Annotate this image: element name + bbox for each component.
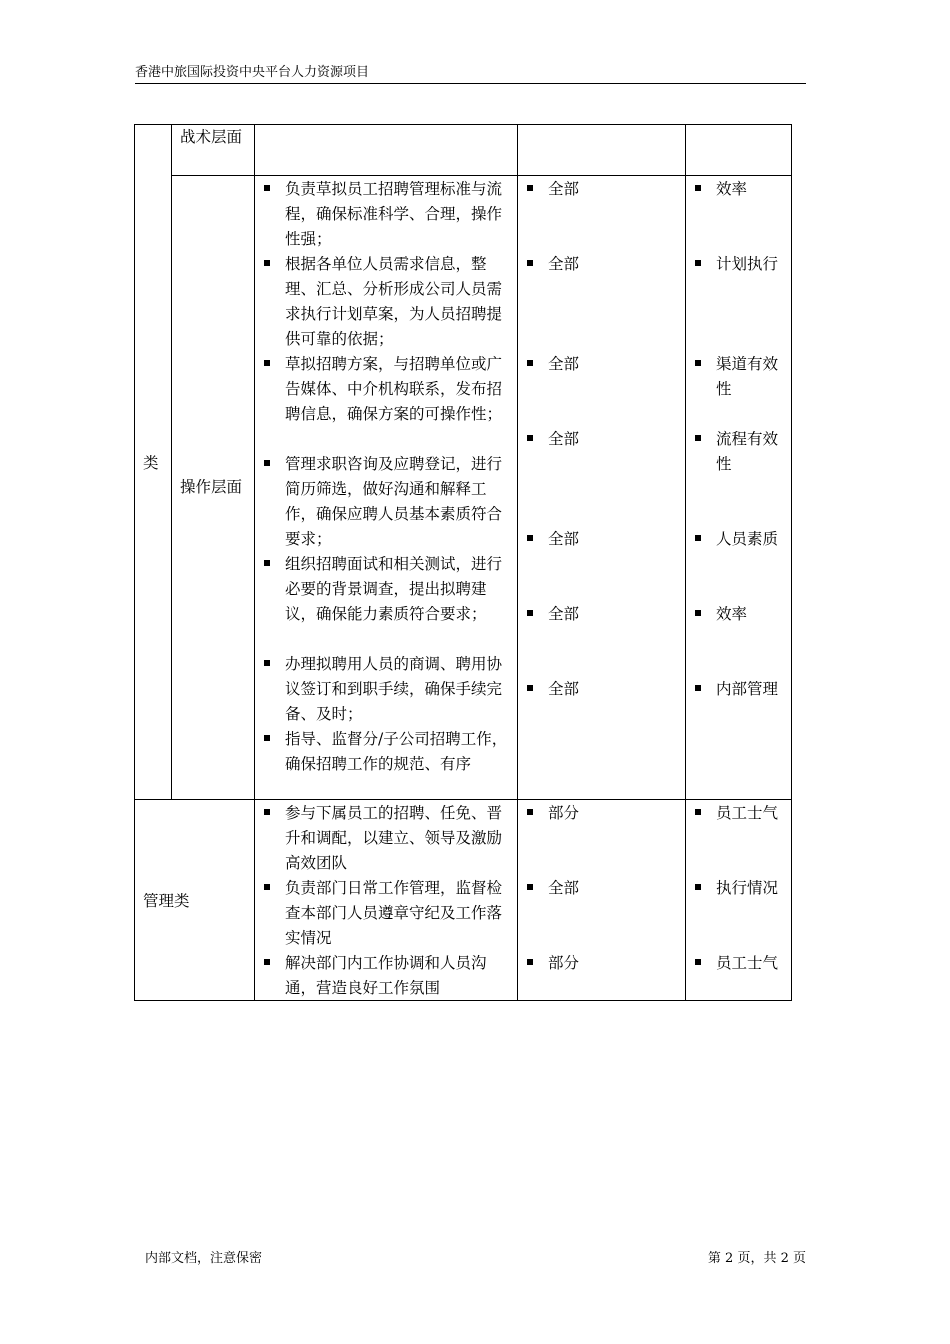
bullet-square-icon: [527, 360, 533, 366]
category-cell: [135, 125, 172, 800]
duty-table: [134, 124, 792, 1001]
category-label: 类: [143, 454, 159, 472]
list-item: 员工士气: [686, 801, 791, 826]
bullet-square-icon: [695, 535, 701, 541]
list-item: 全部: [518, 677, 685, 702]
operational-level-label: 操作层面: [180, 478, 243, 496]
bullet-square-icon: [695, 884, 701, 890]
bullet-square-icon: [695, 610, 701, 616]
footer-confidential-note: 内部文档，注意保密: [145, 1251, 263, 1266]
bullet-square-icon: [264, 884, 270, 890]
list-item: 部分: [518, 801, 685, 826]
bullet-square-icon: [527, 959, 533, 965]
list-item: 解决部门内工作协调和人员沟通，营造良好工作氛围: [255, 951, 517, 1001]
bullet-square-icon: [695, 685, 701, 691]
bullet-square-icon: [527, 185, 533, 191]
bullet-square-icon: [264, 809, 270, 815]
bullet-square-icon: [695, 435, 701, 441]
bullet-square-icon: [264, 959, 270, 965]
list-item: 参与下属员工的招聘、任免、晋升和调配，以建立、领导及激励高效团队: [255, 801, 517, 876]
tactical-row: [135, 125, 792, 176]
management-kpi-cell: [686, 800, 792, 1001]
list-item: 部分: [518, 951, 685, 976]
bullet-square-icon: [527, 260, 533, 266]
bullet-square-icon: [264, 735, 270, 741]
list-item: 执行情况: [686, 876, 791, 901]
tactical-scope-cell: [518, 125, 686, 176]
bullet-square-icon: [527, 535, 533, 541]
tactical-level-label: 战术层面: [180, 128, 243, 146]
operational-row: [135, 176, 792, 800]
list-item: 人员素质: [686, 527, 791, 552]
operational-scope-cell: [518, 176, 686, 800]
list-item: 负责草拟员工招聘管理标准与流程，确保标准科学、合理，操作性强；: [255, 177, 517, 252]
bullet-square-icon: [695, 809, 701, 815]
bullet-square-icon: [264, 260, 270, 266]
footer-page-number: 第 2 页，共 2 页: [707, 1251, 806, 1266]
list-item: 流程有效性: [686, 427, 791, 477]
list-item: 全部: [518, 602, 685, 627]
bullet-square-icon: [527, 884, 533, 890]
bullet-square-icon: [527, 435, 533, 441]
bullet-square-icon: [527, 809, 533, 815]
bullet-square-icon: [695, 260, 701, 266]
bullet-square-icon: [527, 610, 533, 616]
list-item: 草拟招聘方案，与招聘单位或广告媒体、中介机构联系，发布招聘信息，确保方案的可操作性；: [255, 352, 517, 427]
management-row: [135, 800, 792, 1001]
list-item: 渠道有效性: [686, 352, 791, 402]
list-item: 计划执行: [686, 252, 791, 277]
operational-kpi-cell: [686, 176, 792, 800]
bullet-square-icon: [264, 460, 270, 466]
management-category-label: 管理类: [143, 892, 190, 910]
list-item: 全部: [518, 177, 685, 202]
list-item: 效率: [686, 177, 791, 202]
list-item: 全部: [518, 527, 685, 552]
tactical-kpi-cell: [686, 125, 792, 176]
header-divider: [135, 83, 806, 84]
operational-duty-cell: [255, 176, 518, 800]
list-item: 管理求职咨询及应聘登记，进行简历筛选，做好沟通和解释工作，确保应聘人员基本素质符合要求；: [255, 452, 517, 552]
page-header-title: 香港中旅国际投资中央平台人力资源项目: [135, 65, 370, 80]
bullet-square-icon: [527, 685, 533, 691]
list-item: 指导、监督分/子公司招聘工作，确保招聘工作的规范、有序: [255, 727, 517, 777]
list-item: 全部: [518, 876, 685, 901]
bullet-square-icon: [264, 660, 270, 666]
list-item: 全部: [518, 252, 685, 277]
bullet-square-icon: [695, 959, 701, 965]
operational-level-cell: [172, 176, 255, 800]
list-item: 负责部门日常工作管理，监督检查本部门人员遵章守纪及工作落实情况: [255, 876, 517, 951]
list-item: 效率: [686, 602, 791, 627]
bullet-square-icon: [264, 185, 270, 191]
list-item: 员工士气: [686, 951, 791, 976]
list-item: 全部: [518, 427, 685, 452]
list-item: 全部: [518, 352, 685, 377]
management-category-cell: [135, 800, 255, 1001]
bullet-square-icon: [695, 360, 701, 366]
tactical-level-cell: [172, 125, 255, 176]
bullet-square-icon: [264, 360, 270, 366]
management-scope-cell: [518, 800, 686, 1001]
bullet-square-icon: [695, 185, 701, 191]
list-item: 根据各单位人员需求信息，整理、汇总、分析形成公司人员需求执行计划草案，为人员招聘提供可靠的依据；: [255, 252, 517, 352]
list-item: 内部管理: [686, 677, 791, 702]
list-item: 办理拟聘用人员的商调、聘用协议签订和到职手续，确保手续完备、及时；: [255, 652, 517, 727]
management-duty-cell: [255, 800, 518, 1001]
tactical-duty-cell: [255, 125, 518, 176]
list-item: 组织招聘面试和相关测试，进行必要的背景调查，提出拟聘建议，确保能力素质符合要求；: [255, 552, 517, 627]
bullet-square-icon: [264, 560, 270, 566]
